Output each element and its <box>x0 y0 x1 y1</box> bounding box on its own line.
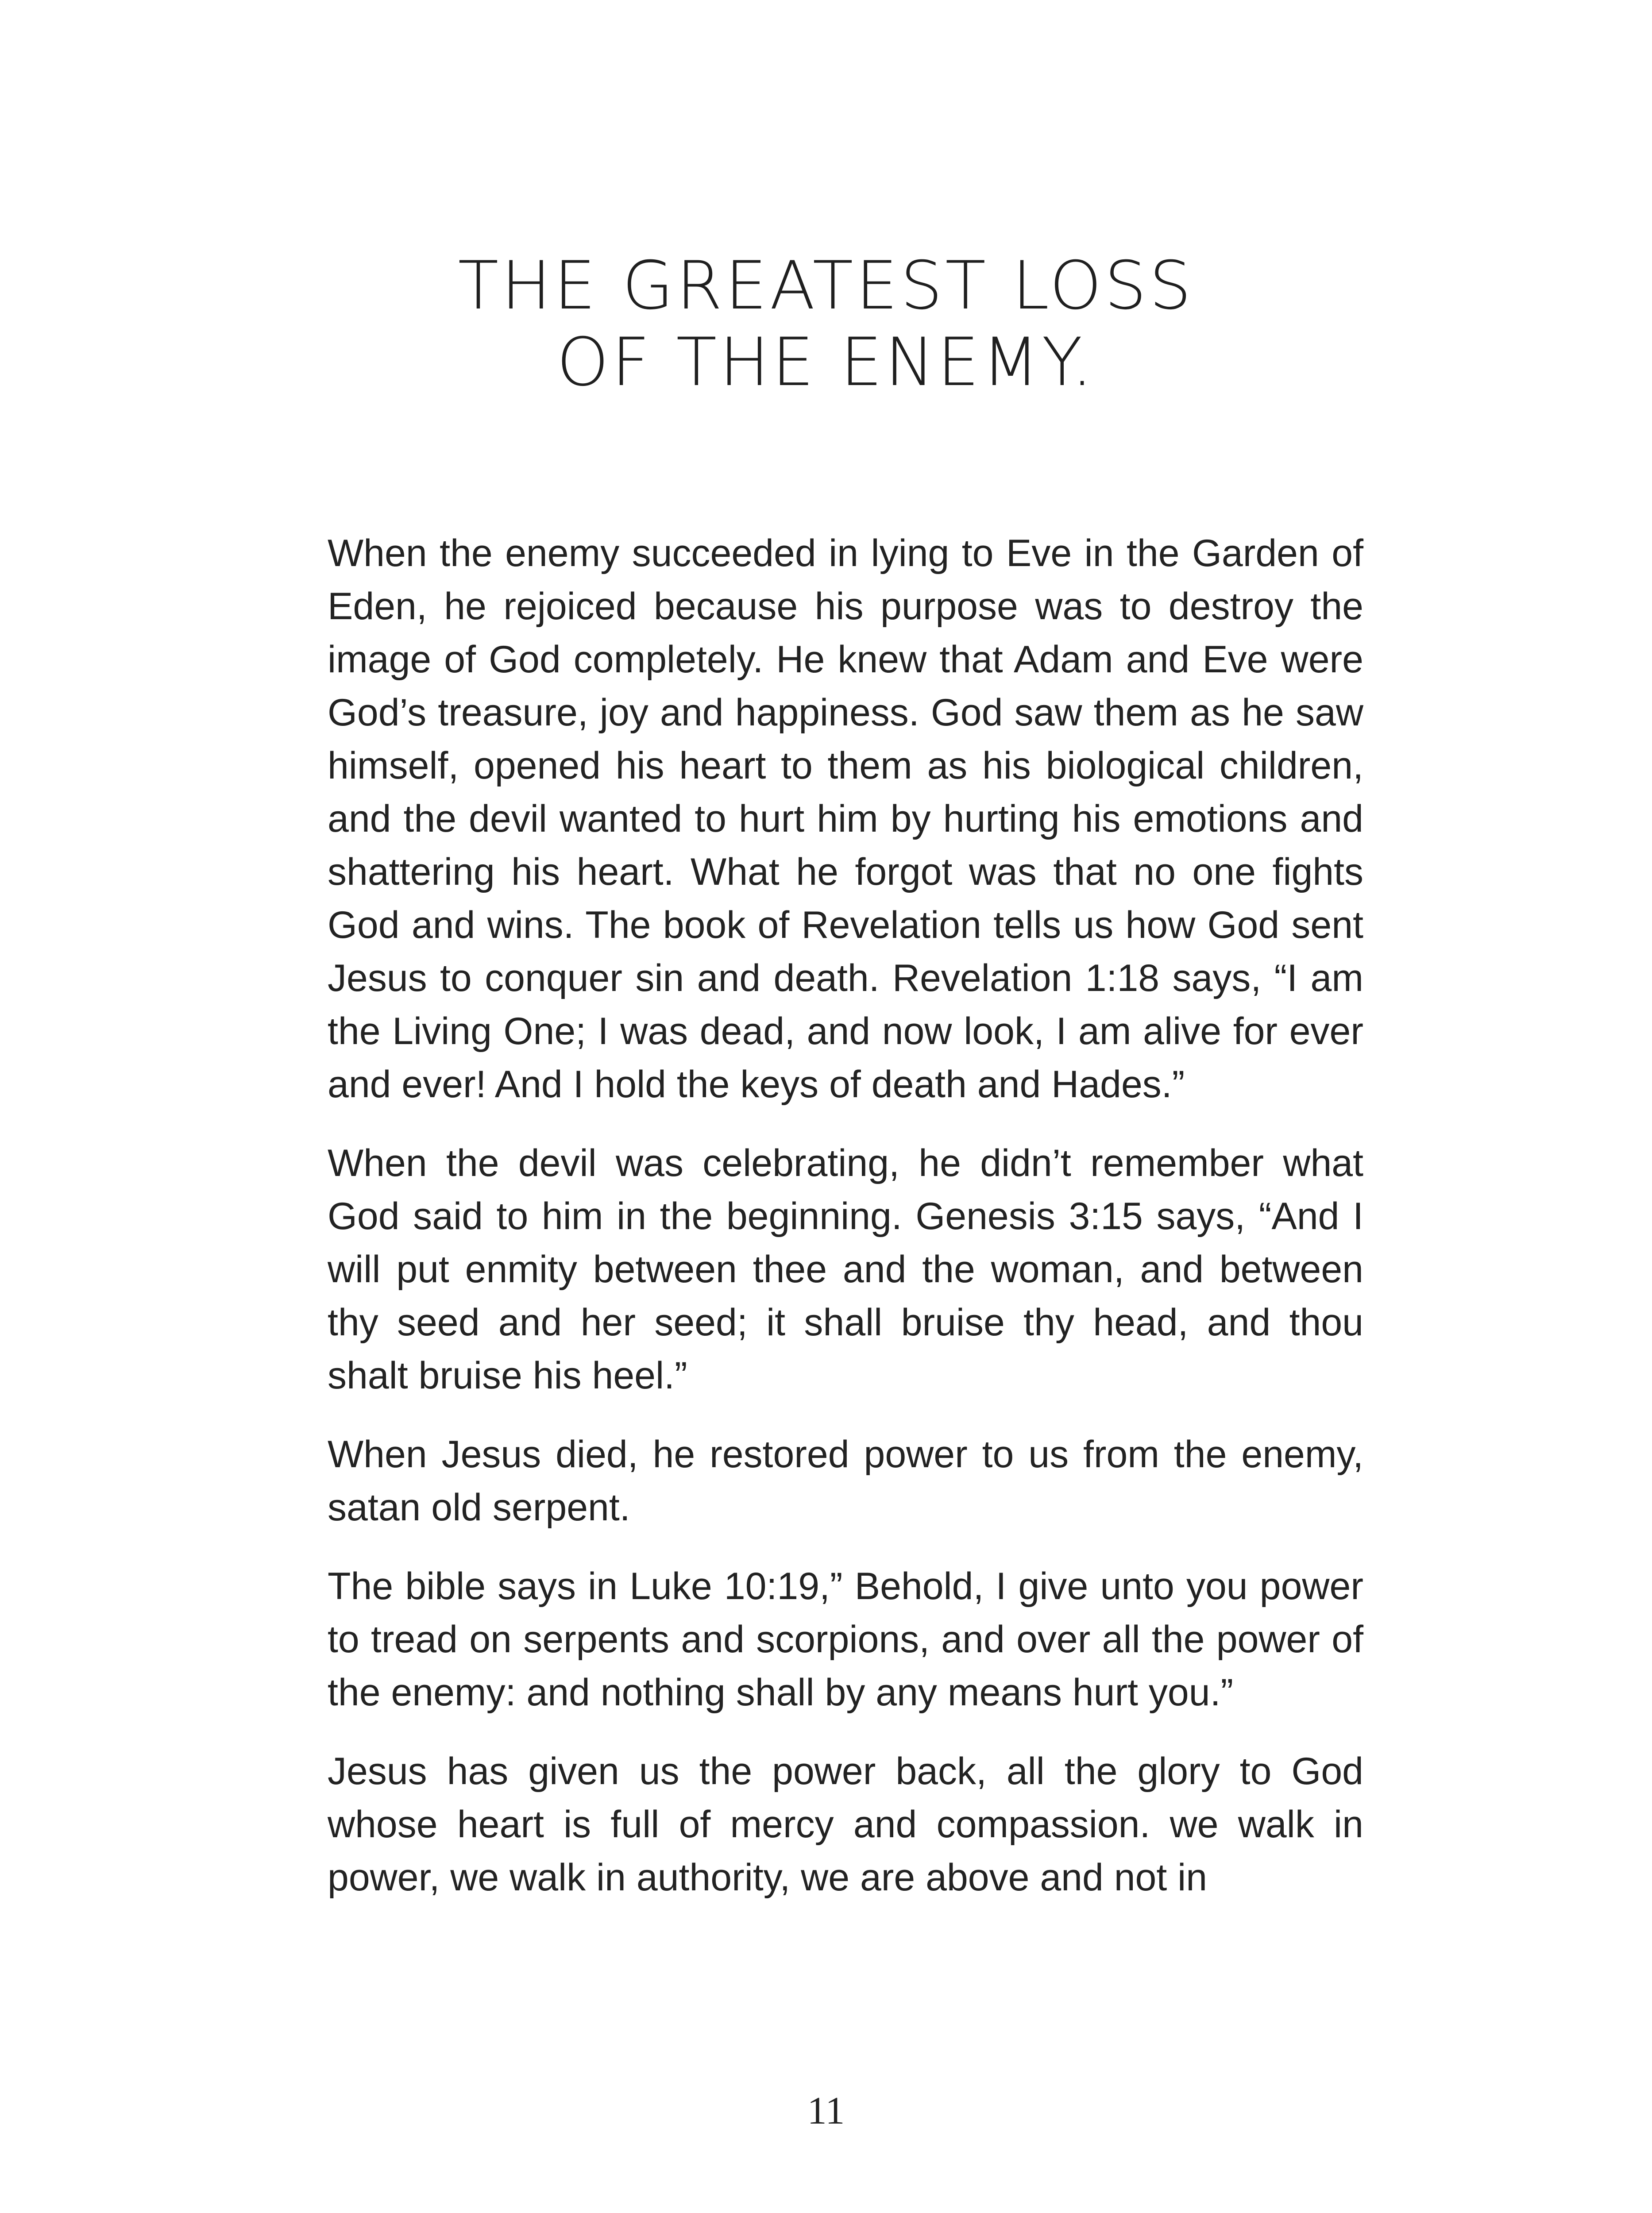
paragraph-3: When Jesus died, he restored power to us from the enemy, satan old serpent. <box>328 1433 1363 1529</box>
paragraph-2: When the devil was celebrating, he didn’t remember what God said to him in the beginning. Genesis 3:15 says, “And I will put enmity between thee and the woman, and between thy seed and her seed; it shall bruise thy head, and thou shalt bruise his heel.” <box>328 1142 1363 1397</box>
paragraph-4: The bible says in Luke 10:19,” Behold, I give unto you power to tread on serpents and scorpions, and over all the power of the enemy: and nothing shall by any means hurt you.” <box>328 1565 1363 1714</box>
body-text <box>328 527 1363 1930</box>
chapter-title-line-2: OF THE ENEMY. <box>556 324 1096 401</box>
chapter-title-line-1: THE GREATEST LOSS <box>458 247 1194 324</box>
chapter-title <box>0 248 1652 401</box>
paragraph-5: Jesus has given us the power back, all the glory to God whose heart is full of mercy and compassion. we walk in power, we walk in authority, we are above and not in <box>328 1750 1363 1899</box>
page-number: 11 <box>807 2090 845 2132</box>
paragraph-1: When the enemy succeeded in lying to Eve in the Garden of Eden, he rejoiced because his purpose was to destroy the image of God completely. He knew that Adam and Eve were God’s treasure, joy and happiness. God saw them as he saw himself, opened his heart to them as his biological children, and the devil wanted to hurt him by hurting his emotions and shattering his heart. What he forgot was that no one fights God and wins. The book of Revelation tells us how God sent Jesus to conquer sin and death. Revelation 1:18 says, “I am the Living One; I was dead, and now look, I am alive for ever and ever! And I hold the keys of death and Hades.” <box>328 532 1363 1106</box>
